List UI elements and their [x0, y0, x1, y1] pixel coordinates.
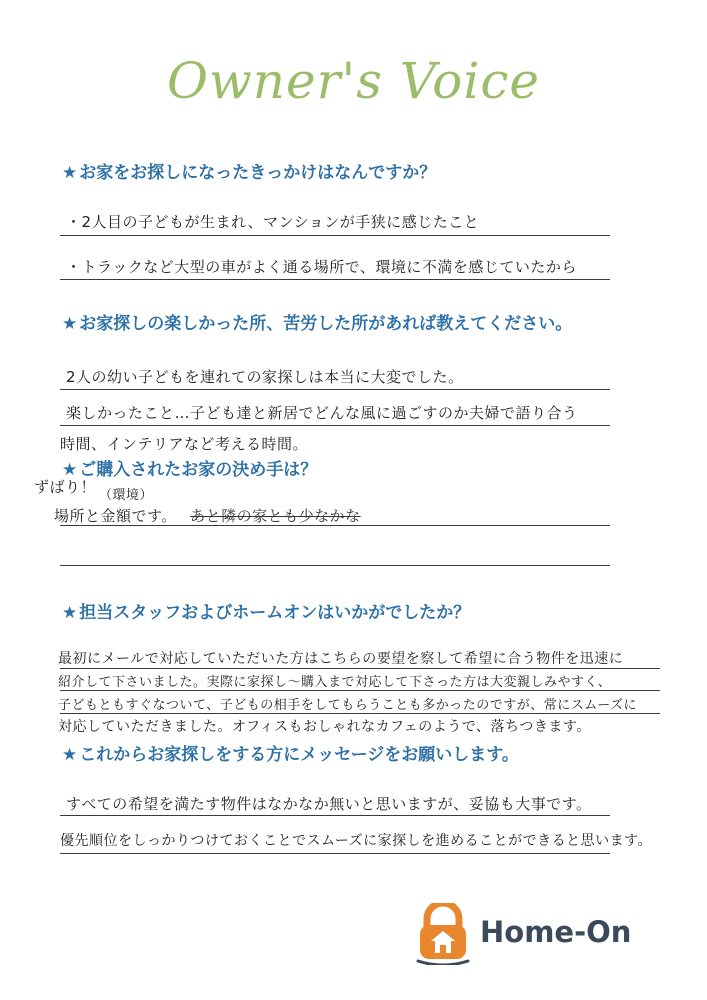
question-5: ★ これからお家探しをする方にメッセージをお願いします。	[62, 745, 519, 765]
question-3: ★ ご購入されたお家の決め手は？	[62, 460, 318, 480]
answer-rule	[60, 690, 660, 691]
answer-1-line-2: ・トラックなど大型の車がよく通る場所で、環境に不満を感じていたから	[66, 258, 577, 276]
answer-rule	[60, 668, 660, 669]
logo-text: Home-On	[480, 915, 632, 949]
answer-rule	[60, 235, 610, 236]
answer-rule	[60, 525, 610, 526]
star-icon: ★	[62, 163, 78, 183]
star-icon: ★	[62, 460, 78, 480]
answer-rule	[60, 565, 610, 566]
answer-2-line-2: 楽しかったこと…子ども達と新居でどんな風に過ごすのか夫婦で語り合う	[66, 404, 578, 422]
answer-4-line-3: 子どもともすぐなついて、子どもの相手をしてもらうことも多かったのですが、常にスムーズに	[58, 698, 637, 713]
star-icon: ★	[62, 603, 78, 623]
answer-rule	[60, 853, 610, 854]
star-icon: ★	[62, 314, 78, 334]
question-2: ★ お家探しの楽しかった所、苦労した所があれば教えてください。	[62, 314, 573, 334]
answer-4-line-4: 対応していただきました。オフィスもおしゃれなカフェのようで、落ちつきます。	[58, 719, 591, 735]
page-title: Owner's Voice	[167, 52, 540, 110]
question-1: ★ お家をお探しになったきっかけはなんですか？	[62, 163, 437, 183]
answer-2-line-3: 時間、インテリアなど考える時間。	[60, 435, 309, 453]
answer-rule	[60, 425, 610, 426]
answer-4-line-1: 最初にメールで対応していただいた方はこちらの要望を察して希望に合う物件を迅速に	[58, 651, 624, 667]
answer-5-line-1: すべての希望を満たす物件はなかなか無いと思いますが、妥協も大事です。	[66, 795, 592, 813]
answer-3-exclaim: ずばり！	[34, 478, 97, 496]
answer-5-line-2: 優先順位をしっかりつけておくことでスムーズに家探しを進めることができると思います。	[60, 833, 652, 849]
answer-rule	[60, 815, 610, 816]
house-lock-icon	[412, 903, 474, 965]
star-icon: ★	[62, 745, 78, 765]
answer-rule	[60, 713, 660, 714]
answer-3-line-1: 場所と金額です。 あと隣の家とも少なかな	[54, 507, 361, 525]
question-4: ★ 担当スタッフおよびホームオンはいかがでしたか？	[62, 603, 471, 623]
answer-1-line-1: ・2人目の子どもが生まれ、マンションが手狭に感じたこと	[66, 213, 480, 231]
answer-3-note: （環境）	[99, 488, 154, 503]
answer-2-line-1: 2人の幼い子どもを連れての家探しは本当に大変でした。	[66, 368, 464, 386]
answer-rule	[60, 279, 610, 280]
home-on-logo	[412, 903, 652, 965]
answer-rule	[60, 389, 610, 390]
answer-4-line-2: 紹介して下さいました。実際に家探し～購入まで対応して下さった方は大変親しみやすく、	[58, 675, 612, 690]
